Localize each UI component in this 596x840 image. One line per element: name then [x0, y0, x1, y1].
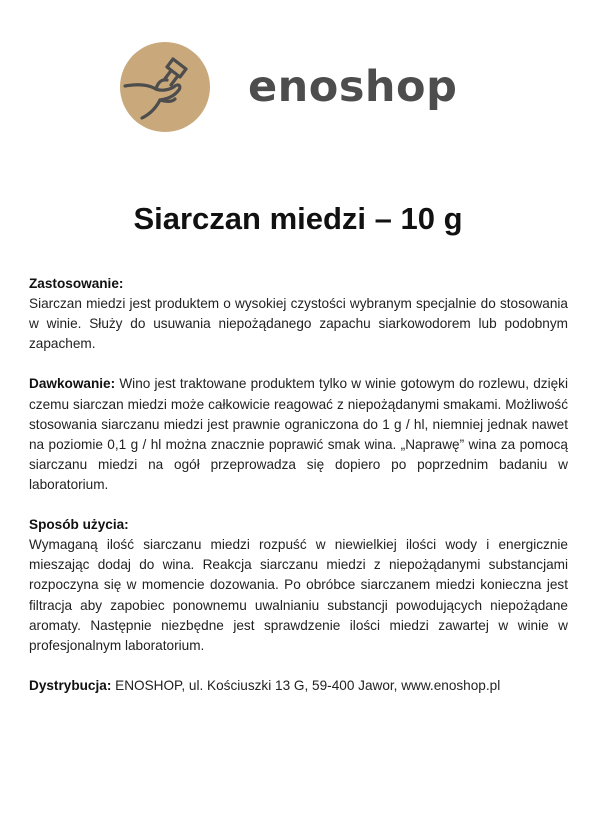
header	[120, 42, 500, 132]
section-zastosowanie	[29, 274, 568, 354]
section-text: Wino jest traktowane produktem tylko w winie gotowym do rozlewu, dzięki czemu siarczan miedzi może całkowicie reagować z niepożądanymi smakami. Możliwość stosowania siarczanu miedzi jest prawnie ograniczona do 1 g / hl, niemniej jednak nawet na poziomie 0,1 g / hl można znacznie poprawić smak wina. „Naprawę” wina za pomocą siarczanu miedzi na ogół przeprowadza się dopiero po poprzednim badaniu w laboratorium.	[29, 376, 568, 492]
section-dawkowanie	[29, 374, 568, 495]
brand-name: enoshop	[248, 61, 458, 112]
section-label: Zastosowanie:	[29, 276, 124, 291]
distributor-info: ENOSHOP, ul. Kościuszki 13 G, 59-400 Jawor, www.enoshop.pl	[115, 677, 501, 693]
page-title: Siarczan miedzi – 10 g	[133, 201, 463, 236]
section-label: Dawkowanie:	[29, 376, 120, 392]
section-text: Wymaganą ilość siarczanu miedzi rozpuść w niewielkiej ilości wody i energicznie mieszając dodaj do wina. Reakcja siarczanu miedzi z niepożądanymi substancjami rozpoczyna się w momencie dozowania. Po obróbce siarczanem miedzi konieczna jest filtracja aby zapobiec ponownemu uwalnianiu substancji powodujących niepożądane aromaty. Następnie niezbędne jest sprawdzenie ilości miedzi zawartej w winie w profesjonalnym laboratorium.	[29, 537, 568, 653]
section-sposob-uzycia	[29, 515, 568, 656]
bottle-cork-hand-icon	[120, 42, 210, 132]
section-label: Dystrybucja:	[29, 677, 116, 693]
product-description	[29, 274, 568, 716]
section-text: Siarczan miedzi jest produktem o wysokiej czystości wybranym specjalnie do stosowania w winie. Służy do usuwania niepożądanego zapachu siarkowodorem lub podobnym zapachem.	[29, 296, 568, 352]
section-dystrybucja	[29, 676, 568, 696]
section-label: Sposób użycia:	[29, 517, 129, 533]
